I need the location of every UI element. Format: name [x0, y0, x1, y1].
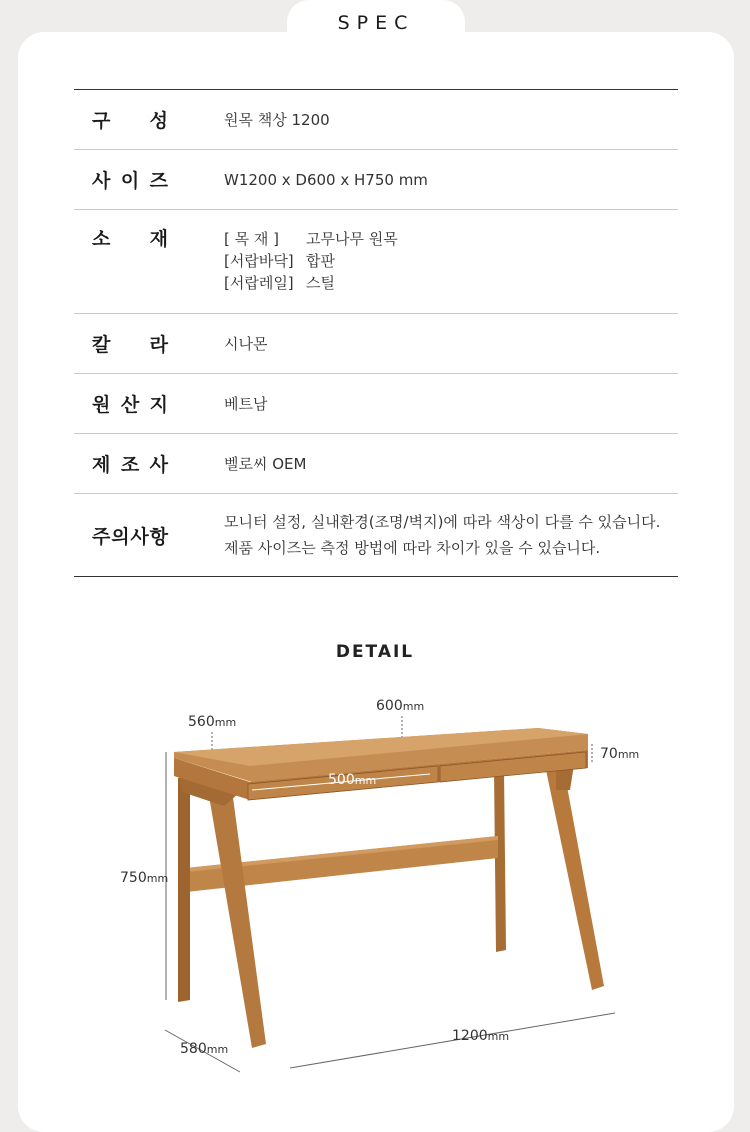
- spec-label-caution: 주 의 사 항: [92, 525, 168, 548]
- front-right-leg: [546, 770, 604, 990]
- spec-label-material: 소 재: [92, 228, 168, 250]
- spec-value-size: W1200 x D600 x H750 mm: [224, 170, 428, 189]
- spec-title: SPEC: [337, 12, 415, 34]
- spec-label-color: 칼 라: [92, 334, 168, 356]
- material-item: [서랍바닥] 합판: [224, 252, 335, 270]
- dim-drawer-depth: 560mm: [188, 714, 237, 730]
- spec-label-origin: 원 산 지: [92, 394, 168, 416]
- back-left-leg: [178, 778, 190, 1002]
- back-right-leg: [494, 770, 506, 952]
- detail-title: DETAIL: [335, 642, 415, 662]
- dim-drawer-width: 500mm: [328, 772, 377, 788]
- material-item: [서랍레일] 스틸: [224, 274, 335, 292]
- spec-value-composition: 원목 책상 1200: [224, 110, 330, 129]
- spec-value-manufacturer: 벨로씨 OEM: [224, 454, 307, 473]
- spec-label-manufacturer: 제 조 사: [92, 454, 168, 476]
- spec-label-composition: 구 성: [92, 110, 168, 132]
- spec-label-size: 사 이 즈: [92, 170, 168, 192]
- front-left-leg: [208, 790, 266, 1048]
- spec-value-color: 시나몬: [224, 334, 268, 353]
- dim-depth: 600mm: [376, 698, 425, 714]
- dim-height: 750mm: [120, 870, 169, 886]
- dim-top-height: 70mm: [600, 746, 640, 762]
- caution-line: 모니터 설정, 실내환경(조명/벽지)에 따라 색상이 다를 수 있습니다.: [224, 513, 661, 531]
- material-item: [ 목 재 ] 고무나무 원목: [224, 230, 398, 248]
- dim-leg-depth: 580mm: [180, 1041, 229, 1057]
- caution-line: 제품 사이즈는 측정 방법에 따라 차이가 있을 수 있습니다.: [224, 539, 601, 557]
- spec-value-origin: 베트남: [224, 394, 268, 413]
- dim-width: 1200mm: [452, 1028, 510, 1044]
